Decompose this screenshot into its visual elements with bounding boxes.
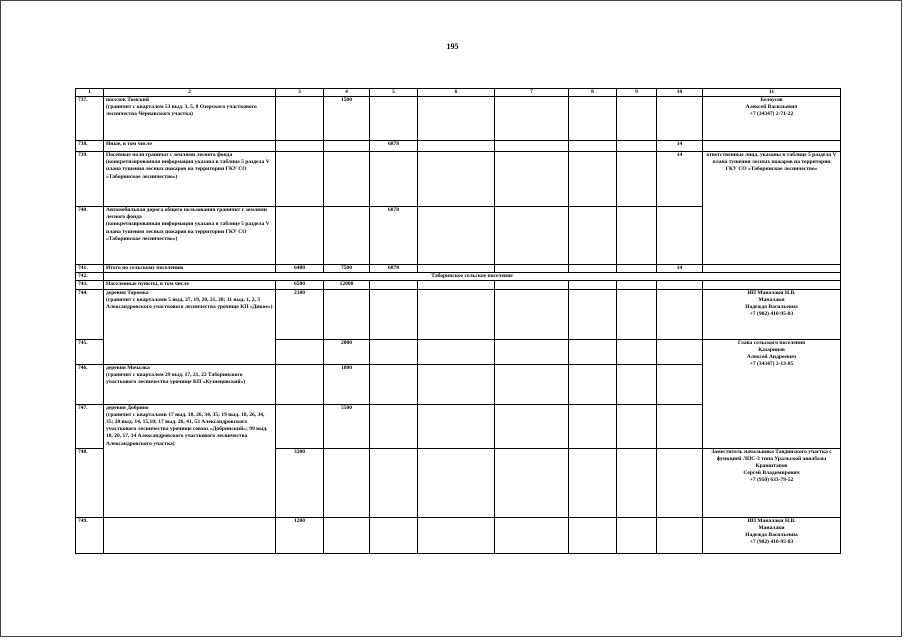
row-number: 745. [76,339,104,364]
table-row [76,265,841,273]
cell-col5 [370,339,418,364]
cell-col7 [495,339,569,364]
object-description: поселок Томский (граничит с кварталом 53 выд. 3, 5, 8 Озерского участкового лесничества Чернавского участка) [104,97,276,141]
cell-col5 [370,97,418,141]
object-description: деревня Торомка (граничит с кварталами 5 выд. 27, 19, 20, 21, 28; 11 выд. 1, 2, 3 Александровского участкового лесничества урочище КП «Дикое») [104,289,276,364]
row-number: 746. [76,364,104,404]
cell-col9 [617,152,657,207]
cell-col10 [657,281,703,289]
cell-col4: 2000 [324,339,370,364]
cell-col9 [617,404,657,448]
cell-col6 [418,152,495,207]
cell-col5 [370,364,418,404]
section-row [76,273,841,281]
table-row [76,152,841,207]
contact-info: ответственные лица, указаны в таблице 5 раздела V плана тушения лесных пожаров на территории ГКУ СО «Таборинское лесничество» [703,152,841,265]
fire-plan-table [75,88,841,554]
cell-col7 [495,289,569,339]
table-row [76,141,841,152]
row-number: 740. [76,207,104,265]
cell-col3 [276,404,324,448]
row-number: 743. [76,281,104,289]
cell-col5 [370,404,418,448]
cell-col6 [418,281,495,289]
cell-col7 [495,404,569,448]
contact-info [703,281,841,289]
cell-col10 [657,207,703,265]
cell-col8 [569,152,617,207]
cell-col8 [569,281,617,289]
cell-col3 [276,207,324,265]
cell-col8 [569,448,617,517]
cell-col4: 5500 [324,404,370,448]
contact-info: ИП Маналаки Н.В. Маналаки Надежда Васильевна +7 (902) 410-95-83 [703,289,841,339]
cell-col5 [370,289,418,339]
cell-col4 [324,152,370,207]
object-description: Населенные пункты, в том числе [104,281,276,289]
cell-col4 [324,141,370,152]
table-row [76,281,841,289]
cell-col10 [657,517,703,553]
cell-col10 [657,339,703,364]
cell-col8 [569,207,617,265]
column-header: 4 [324,89,370,97]
object-description: деревня Добрино (граничит с кварталами 17 выд. 18, 26, 34, 35; 19 выд. 18, 26, 34, 35; 20 выд. 14, 15,10; 17 выд. 26, 41, 53 Александровского участкового лесничества урочище совхоз «Добринский»; 99 выд. 18, 20, 17, 14 Александровского участкового лесничества Александровского участка) [104,404,276,517]
cell-col6 [418,404,495,448]
cell-col5 [370,448,418,517]
cell-col9 [617,141,657,152]
cell-col8 [569,289,617,339]
cell-col6 [418,448,495,517]
cell-col6 [418,364,495,404]
column-header: 8 [569,89,617,97]
cell-col3 [276,364,324,404]
cell-col7 [495,448,569,517]
cell-col5: 6878 [370,141,418,152]
object-description: деревня Мочалка (граничит с кварталом 29 выд. 17, 21, 22 Таборинского участкового лесничества урочище КП «Кузнецовский») [104,364,276,404]
cell-col4 [324,289,370,339]
row-number: 749. [76,517,104,553]
cell-col8 [569,517,617,553]
row-number: 739. [76,152,104,207]
cell-col9 [617,448,657,517]
cell-col8 [569,97,617,141]
row-number: 737. [76,97,104,141]
cell-col8 [569,404,617,448]
cell-col4 [324,517,370,553]
cell-col7 [495,517,569,553]
contact-info [703,265,841,273]
cell-col5 [370,517,418,553]
cell-col6 [418,289,495,339]
object-description: Итого по сельскому поселению [104,265,276,273]
cell-col3: 6400 [276,265,324,273]
column-header: 3 [276,89,324,97]
object-description: Автомобильная дорога общего пользования граничит с землями лесного фонда (конкретизированная информация указана в таблице 5 раздела V плана тушения лесных пожаров на территории ГКУ СО «Таборинское лесничество») [104,207,276,265]
cell-col7 [495,97,569,141]
row-number: 741. [76,265,104,273]
column-header: 6 [418,89,495,97]
cell-col4: 1500 [324,97,370,141]
cell-col5: 6878 [370,265,418,273]
cell-col4: 12000 [324,281,370,289]
cell-col7 [495,207,569,265]
cell-col10: 14 [657,265,703,273]
cell-col6 [418,517,495,553]
cell-col4 [324,207,370,265]
cell-col7 [495,152,569,207]
cell-col9 [617,281,657,289]
cell-col7 [495,281,569,289]
cell-col3: 1200 [276,517,324,553]
cell-col4: 7500 [324,265,370,273]
cell-col6 [418,97,495,141]
cell-col6 [418,207,495,265]
contact-info: ИП Маналаки Н.В. Маналаки Надежда Васильевна +7 (902) 410-95-83 [703,517,841,553]
cell-col8 [569,339,617,364]
cell-col10 [657,289,703,339]
cell-col7 [495,265,569,273]
column-header-row [76,89,841,97]
contact-info: Белоусов Алексей Васильевич +7 (34347) 2-71-22 [703,97,841,141]
cell-col3: 2100 [276,289,324,339]
cell-col3 [276,152,324,207]
column-header: 7 [495,89,569,97]
object-description: Иные, в том числе [104,141,276,152]
cell-col3 [276,339,324,364]
cell-col7 [495,141,569,152]
cell-col9 [617,517,657,553]
cell-col4 [324,448,370,517]
column-header: 5 [370,89,418,97]
row-number: 738. [76,141,104,152]
row-number: 742. [76,273,104,281]
cell-col7 [495,364,569,404]
contact-info [703,141,841,152]
column-header: 1 [76,89,104,97]
cell-col10 [657,448,703,517]
cell-col10 [657,364,703,404]
contact-info: Глава сельского поселения Казаринов Алексей Андреевич +7 (34347) 2-13-85 [703,339,841,448]
page-number: 195 [446,42,459,51]
cell-col6 [418,339,495,364]
cell-col10: 14 [657,152,703,207]
cell-col9 [617,364,657,404]
cell-col3 [276,141,324,152]
cell-col10: 14 [657,141,703,152]
cell-col9 [617,97,657,141]
cell-col3: 3200 [276,448,324,517]
cell-col9 [617,339,657,364]
cell-col8 [569,364,617,404]
table-row [76,289,841,339]
column-header: 10 [657,89,703,97]
cell-col5 [370,152,418,207]
cell-col5 [370,281,418,289]
cell-col9 [617,265,657,273]
cell-col10 [657,97,703,141]
row-number: 747. [76,404,104,448]
section-title: Таборинское сельское поселение [104,273,841,281]
cell-col8 [569,141,617,152]
cell-col6 [418,141,495,152]
cell-col10 [657,404,703,448]
table-row [76,97,841,141]
cell-col5: 6878 [370,207,418,265]
contact-info: Заместитель начальника Тавдинского участка с функцией ЛПС-3 типа Уральской авиабазы Кранштапов Сергей Владимирович +7 (950) 633-79-52 [703,448,841,517]
column-header: 9 [617,89,657,97]
object-description: Посевные поля граничат с землями лесного фонда (конкретизированная информация указана в таблице 5 раздела V плана тушения лесных пожаров на территории ГКУ СО «Таборинское лесничество») [104,152,276,207]
cell-col3 [276,97,324,141]
cell-col4: 1800 [324,364,370,404]
object-description [104,517,276,553]
column-header: 11 [703,89,841,97]
row-number: 744. [76,289,104,339]
cell-col9 [617,289,657,339]
cell-col9 [617,207,657,265]
column-header: 2 [104,89,276,97]
cell-col8 [569,265,617,273]
row-number: 748. [76,448,104,517]
table-row [76,517,841,553]
cell-col3: 6500 [276,281,324,289]
cell-col6 [418,265,495,273]
